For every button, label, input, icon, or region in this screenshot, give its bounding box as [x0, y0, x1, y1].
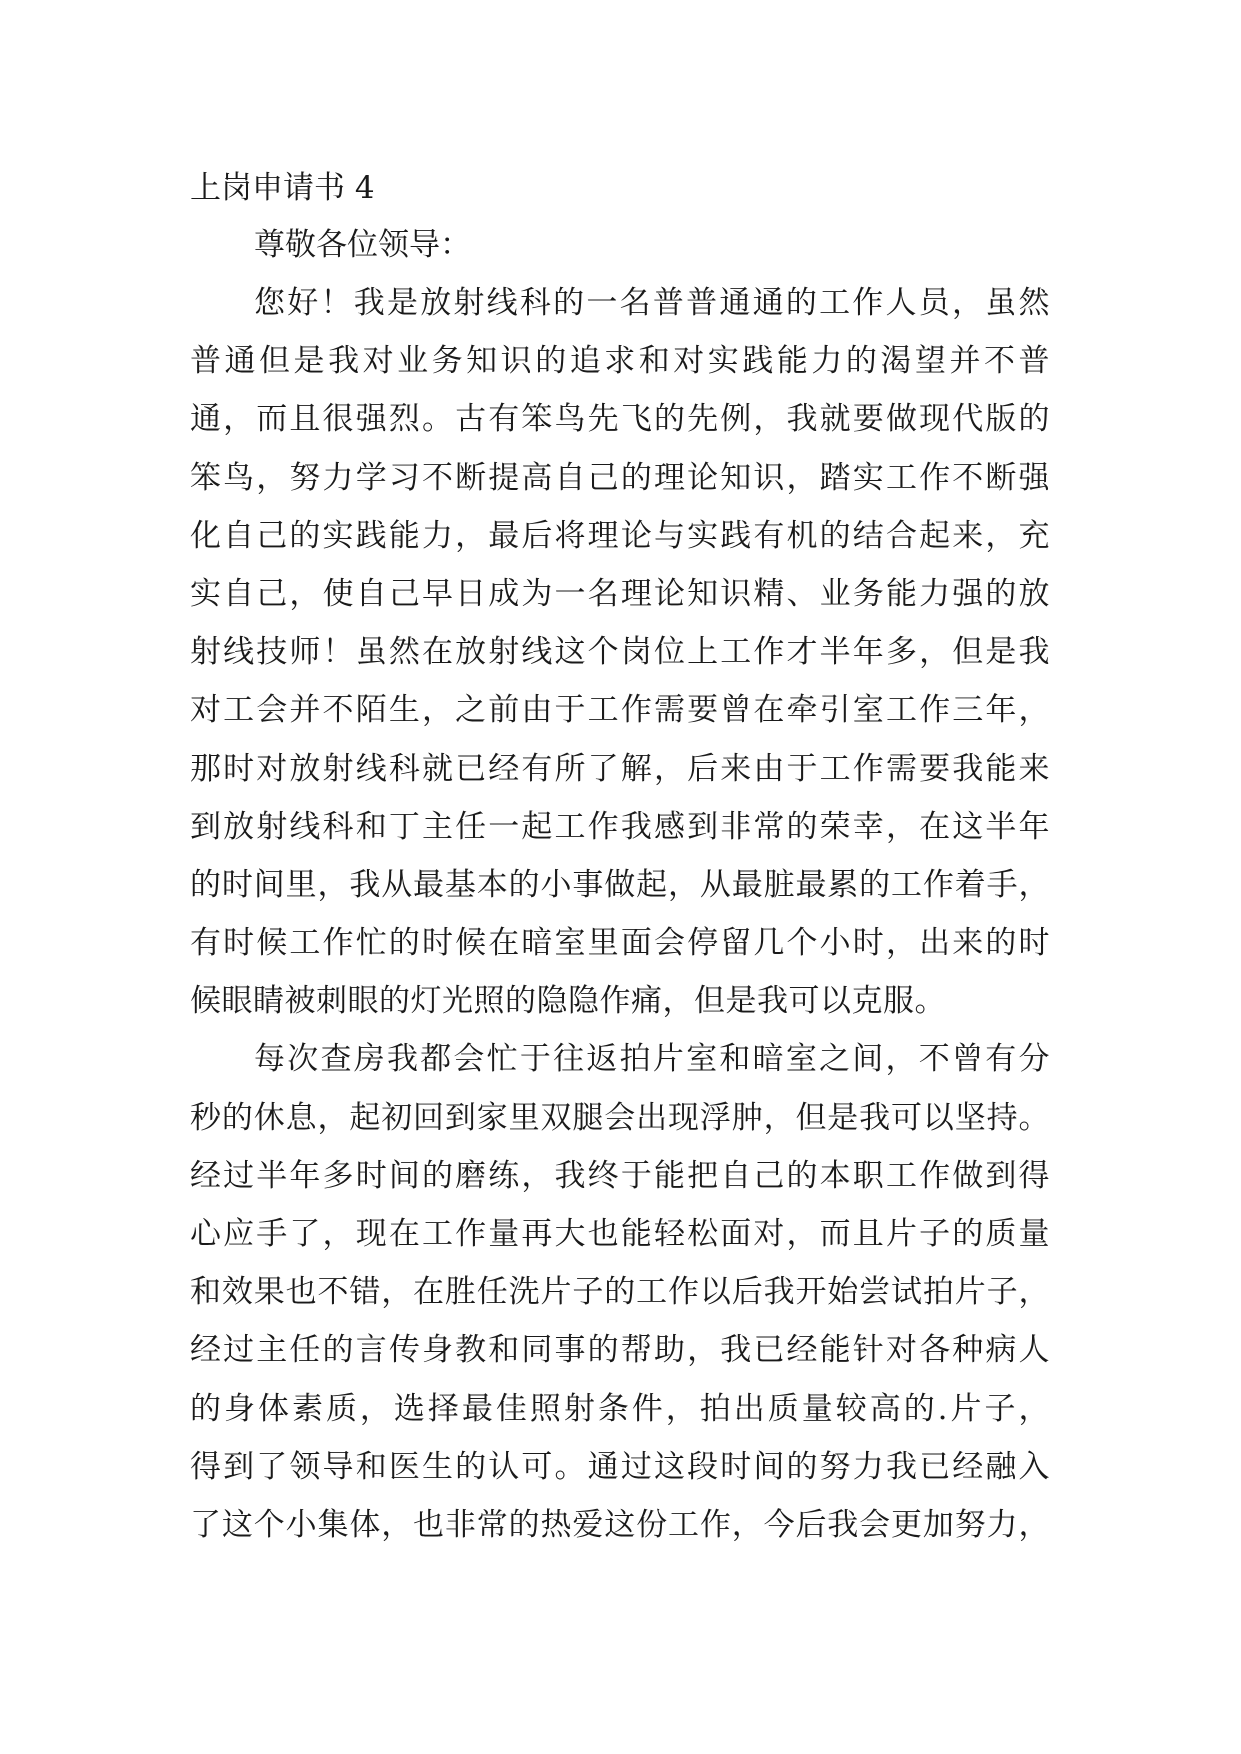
- paragraph-line: 到放射线科和丁主任一起工作我感到非常的荣幸，在这半年: [190, 808, 1050, 845]
- paragraph-line: 对工会并不陌生，之前由于工作需要曾在牵引室工作三年，: [190, 692, 1050, 729]
- paragraph-line: 秒的休息，起初回到家里双腿会出现浮肿，但是我可以坚持。: [190, 1099, 1050, 1136]
- paragraph-line: 化自己的实践能力，最后将理论与实践有机的结合起来，充: [190, 517, 1050, 554]
- paragraph-line: 您好！我是放射线科的一名普普通通的工作人员，虽然: [254, 285, 1050, 321]
- paragraph-line: 了这个小集体，也非常的热爱这份工作，今后我会更加努力，: [190, 1506, 1050, 1543]
- paragraph-line: 的时间里，我从最基本的小事做起，从最脏最累的工作着手，: [190, 866, 1050, 903]
- paragraph-line: 普通但是我对业务知识的追求和对实践能力的渴望并不普: [190, 343, 1050, 380]
- paragraph-line: 心应手了，现在工作量再大也能轻松面对，而且片子的质量: [190, 1216, 1050, 1252]
- document-body: [190, 160, 1050, 1554]
- paragraph-line: 得到了领导和医生的认可。通过这段时间的努力我已经融入: [190, 1448, 1050, 1485]
- paragraph-line: 实自己，使自己早日成为一名理论知识精、业务能力强的放: [190, 575, 1050, 612]
- paragraph-line: 有时候工作忙的时候在暗室里面会停留几个小时，出来的时: [190, 925, 1050, 962]
- paragraph-line: 经过主任的言传身教和同事的帮助，我已经能针对各种病人: [190, 1332, 1050, 1369]
- paragraph-line: 和效果也不错，在胜任洗片子的工作以后我开始尝试拍片子，: [190, 1274, 1050, 1311]
- paragraph-line: 笨鸟，努力学习不断提高自己的理论知识，踏实工作不断强: [190, 459, 1050, 496]
- paragraph-2: [190, 1030, 1050, 1554]
- paragraph-line: 那时对放射线科就已经有所了解，后来由于工作需要我能来: [190, 750, 1050, 787]
- salutation: 尊敬各位领导：: [254, 227, 471, 263]
- document-title: 上岗申请书 4: [190, 170, 375, 206]
- paragraph-line: 通，而且很强烈。古有笨鸟先飞的先例，我就要做现代版的: [190, 401, 1050, 438]
- paragraph-line: 的身体素质，选择最佳照射条件，拍出质量较高的.片子，: [190, 1390, 1050, 1427]
- paragraph-line: 每次查房我都会忙于往返拍片室和暗室之间，不曾有分: [254, 1041, 1050, 1078]
- paragraph-line: 经过半年多时间的磨练，我终于能把自己的本职工作做到得: [190, 1157, 1050, 1194]
- paragraph-line: 候眼睛被刺眼的灯光照的隐隐作痛，但是我可以克服。: [190, 983, 946, 1020]
- paragraph-line: 射线技师！虽然在放射线这个岗位上工作才半年多，但是我: [190, 634, 1050, 671]
- paragraph-1: [190, 274, 1050, 1030]
